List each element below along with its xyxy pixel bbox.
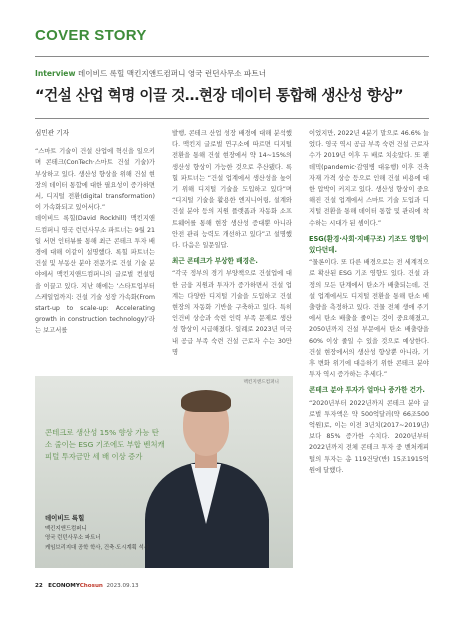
photo-caption [45,514,149,553]
issue-date: 2023.09.13 [106,583,139,589]
caption-line: 맥킨지앤드컴퍼니 [45,525,87,532]
byline: 심민관 기자 [35,129,69,137]
photo-hair [181,390,231,412]
brand-prefix: ECONOMY [48,583,80,589]
interview-kicker: Interview [35,69,76,78]
question-heading: 콘테크 분야 투자가 얼마나 증가한 건가. [309,386,425,395]
article-column-3 [309,128,429,476]
page-footer [35,583,139,589]
question-heading: ESG(환경·사회·지배구조) 기조도 영향이 있다던데. [309,234,429,255]
headline-rule [35,118,429,119]
section-label: COVER STORY [35,27,147,44]
question-heading: 최근 콘테크가 부상한 배경은. [172,257,258,266]
headline: “건설 산업 혁명 이끌 것…현장 데이터 통합해 생산성 향상” [35,87,404,104]
pull-quote: 콘테크로 생산성 15% 향상 가능 탄소 줄이는 ESG 기조에도 부합 벤처캐피털 투자금만 세 배 이상 증가 [45,428,165,461]
section-rule [35,56,429,57]
paragraph: “물론이다. 또 다른 배경으로는 전 세계적으로 확산된 ESG 기조 영향도 있다. 건설 과정의 모든 단계에서 탄소가 배출되는데, 건설 업계에서도 디지털 전환을 통해 탄소 배출량을 측정하고 있다. 건물 전체 생애 주기에서 탄소 배출을 줄이는 것이 중요해졌고, 2050년까지 건설 부문에서 탄소 배출량을 60% 이상 줄일 수 있을 것으로 예상한다. 건설 현장에서의 생산성 향상뿐 아니라, 기후 변화 위기에 대응하기 위한 콘테크 분야 투자 역시 증가하는 추세다.” [309,259,429,379]
page-number: 22 [35,583,43,589]
caption-line: 영국 런던사무소 파트너 [45,535,101,541]
paragraph: 데이비드 록힐(David Rockhill) 맥킨지앤드컴퍼니 영국 런던사무소 파트너는 9월 21일 서면 인터뷰를 통해 최근 콘테크 투자 배경에 대해 이같이 설명했다. 록힐 파트너는 건설 및 부동산 분야 전문가로 건설 기술 분야에서 맥킨지앤드컴퍼니의 글로벌 컨설팅을 이끌고 있다. 지난 해에는 ‘스타트업부터 스케일업까지: 건설 기술 성장 가속화(From start-up to scale-up: Accelerating growth in construction technology)’라는 보고서를 [35,215,155,335]
paragraph: “스마트 기술이 건설 산업에 혁신을 일으키며 콘테크(ConTech·스마트 건설 기술)가 부상하고 있다. 생산성 향상을 위해 건설 현장의 데이터 통합에 대한 필요성이 증가하면서, 디지털 전환(digital transformation)이 가속화되고 있어서다.” [35,148,155,212]
article-column-1 [35,128,155,337]
caption-name: 데이비드 록힐 [45,514,85,522]
paragraph: “2020년부터 2022년까지 콘테크 분야 글로벌 투자액은 약 500억달러(약 66조500억원)로, 이는 이전 3년치(2017~2019년)보다 85% 증가한 수치다. 2020년부터 2022년까지 전체 콘테크 투자 중 벤처캐피털의 투자는 총 119건당(반) 15조1915억원에 달했다. [309,399,429,474]
interviewee-title: 데이비드 록힐 맥킨지앤드컴퍼니 영국 런던사무소 파트너 [77,69,267,78]
caption-line: 케임브리지대 공학 학사, 건축·도시계획 석사 [45,544,150,551]
interview-subtitle [35,68,266,79]
paragraph: “각국 정부의 경기 부양책으로 건설업에 대한 금융 지원과 투자가 증가하면서 건설 업계는 다양한 디지털 기술을 도입하고 건설 현장의 자동화 기반을 구축하고 있다. 특히 인건비 상승과 숙련 인력 부족 문제로 생산성 향상이 시급해졌다. 일례로 2023년 미국 내 공급 부족 숙련 건설 근로자 수는 30만 명 [172,270,292,356]
photo-credit: 맥킨지앤드컴퍼니 [243,380,279,385]
article-column-2 [172,128,292,358]
magazine-brand [48,583,103,589]
paragraph: 이었지만, 2022년 4분기 말으로 46.6% 늘었다. 영국 역시 공급 부족 숙련 건설 근로자 수가 2019년 이후 두 배로 치솟았다. 또 팬데믹(pandemic·감염병 대유행) 이후 건축자재 가격 상승 등으로 인해 건설 비용에 대한 압박이 커지고 있다. 생산성 향상이 중요해진 건설 업계에서 스마트 기술 도입과 디지털 전환을 통해 데이터 통합 및 관리에 착수하는 시대가 된 셈이다.” [309,130,429,227]
interviewee-photo [35,376,293,568]
brand-suffix: Chosun [79,583,103,589]
paragraph: 발행, 콘테크 산업 성장 배경에 대해 분석했다. 맥킨지 글로벌 연구소에 따르면 디지털 전환을 통해 건설 현장에서 약 14~15%의 생산성 향상이 가능한 것으로 추산됐다. 록힐 파트너는 “건설 업계에서 생산성을 높이기 위해 디지털 기술을 도입하고 있다”며 “디지털 기술을 활용한 엔지니어링, 설계와 건설 분야 등의 지원 플랫폼과 자동화 소프트웨어를 통해 현장 생산성 증대뿐 아니라 안전 관리 능력도 개선하고 있다”고 설명했다. 다음은 일문일답. [172,130,292,250]
